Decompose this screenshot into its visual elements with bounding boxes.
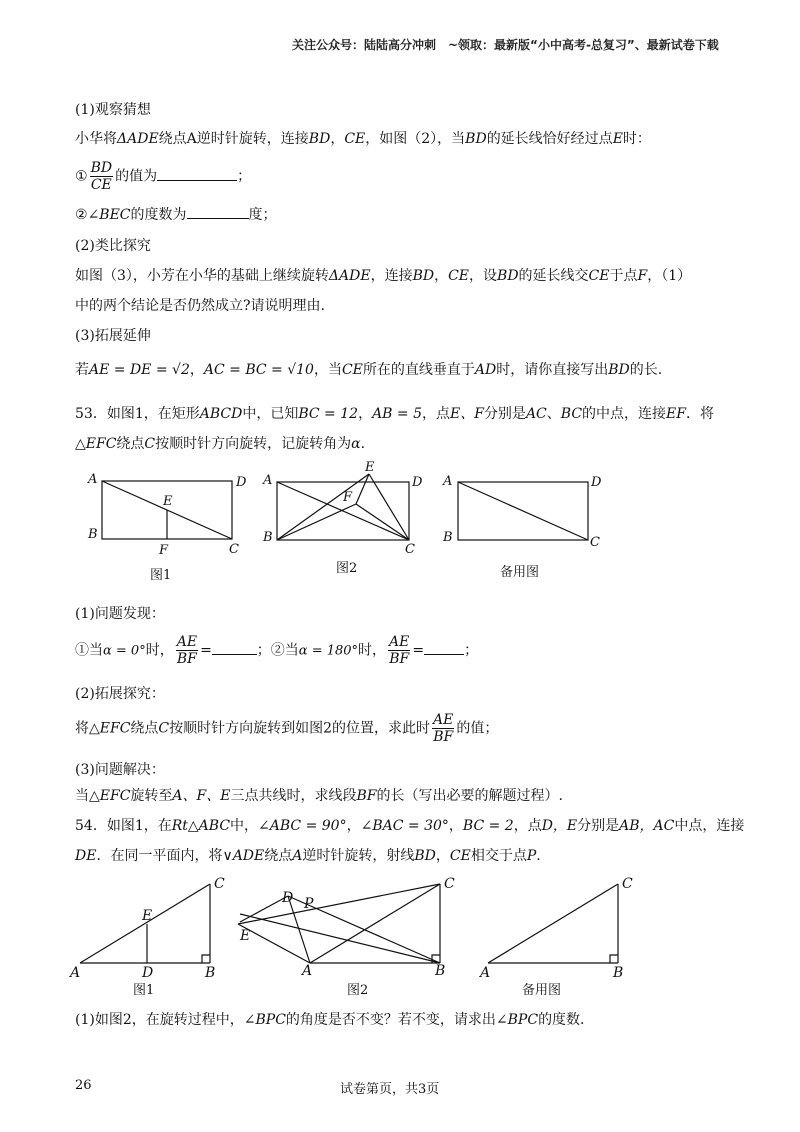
q53-figure-1 [102,481,232,539]
caption-fig2: 图2 [347,983,369,998]
q54-figure-2 [238,884,440,963]
svg-text:B: B [263,530,273,545]
caption-fig1: 图1 [133,983,155,998]
answer-blank [157,168,237,181]
bd-over-ce-fraction: $\frac{BD}{CE}$ [90,160,113,193]
svg-text:C: C [444,876,455,892]
svg-text:D: D [142,965,154,981]
part2-title: (2)类比探究 [75,238,151,254]
q53-statement-line2: △EFC绕点C按顺时针方向旋转，记旋转角为α. [75,436,366,452]
label-d: D [236,475,247,490]
caption-spare: 备用图 [500,565,540,580]
page-footer: 试卷第页，共3页 [340,1082,440,1097]
svg-text:F: F [343,490,353,505]
part1-statement: 小华将ΔADE绕点A逆时针旋转，连接BD，CE，如图（2），当BD的延长线恰好经过点E时： [75,131,651,147]
svg-text:E: E [365,460,375,475]
q53-figure-2 [277,474,409,540]
q54-statement-line1: 54．如图1，在Rt△ABC中，∠ABC = 90°，∠BAC = 30°，BC = 2，点D，E分别是AB，AC中点，连接 [75,818,745,834]
part2-statement: 如图（3），小芳在小华的基础上继续旋转ΔADE，连接BD，CE，设BD的延长线交CE于点F，（1） [75,268,692,284]
svg-text:A: A [70,965,81,981]
q53-figures [0,455,800,595]
page-header: 关注公众号：陆陆高分冲刺 ~领取：最新版“小中高考-总复习”、最新试卷下载 [292,38,719,52]
q53-part2-title: (2)拓展探究： [75,686,165,702]
part2-statement-line2: 中的两个结论是否仍然成立?请说明理由. [75,298,325,314]
q53-statement-line1: 53．如图1，在矩形ABCD中，已知BC = 12，AB = 5，点E、F分别是AC、BC的中点，连接EF．将 [75,406,714,422]
answer-blank [187,206,249,219]
svg-text:B: B [443,530,453,545]
label-e: E [163,494,173,509]
q54-statement-line2: DE．在同一平面内，将∨ADE绕点A逆时针旋转，射线BD，CE相交于点P. [75,848,541,864]
svg-text:E: E [240,928,251,944]
q53-part3-line: 当△EFC旋转至A、F、E三点共线时，求线段BF的长（写出必要的解题过程）. [75,788,563,804]
svg-text:E: E [142,908,153,924]
q53-part3-title: (3)问题解决： [75,762,165,778]
answer-blank [424,642,464,655]
svg-text:A: A [443,474,453,489]
q54-figure-spare [488,884,618,963]
part3-title: (3)拓展延伸 [75,328,151,344]
svg-text:D: D [591,475,602,490]
label-f: F [159,543,169,558]
svg-text:B: B [613,965,624,981]
q53-figure-spare [458,482,588,540]
label-b: B [88,527,98,542]
svg-text:C: C [405,542,415,557]
q53-part2-line: 将△EFC绕点C按顺时针方向旋转到如图2的位置，求此时 $\frac{AE}{BF}$ 的值； [75,712,499,745]
q53-part1-line: ①当α = 0°时， $\frac{AE}{BF}$ = ；②当α = 180°时， $\frac{AE}{BF}$ = ； [75,634,479,667]
svg-text:C: C [214,876,225,892]
part3-statement: 若AE = DE = √2，AC = BC = √10，当CE所在的直线垂直于AD时，请你直接写出BD的长. [75,362,663,378]
q54-figures [0,870,800,1005]
svg-text:B: B [435,963,446,979]
svg-text:B: B [205,965,216,981]
page-number: 26 [75,1078,92,1093]
svg-text:C: C [622,876,633,892]
q54-part1-line: (1)如图2，在旋转过程中，∠BPC的角度是否不变？若不变，请求出∠BPC的度数. [75,1012,585,1028]
svg-text:C: C [590,535,600,550]
svg-text:P: P [304,896,314,912]
part1-question-2: ②∠BEC的度数为 度； [75,207,277,223]
svg-text:D: D [412,475,423,490]
svg-text:D: D [282,890,294,906]
svg-text:A: A [480,965,491,981]
caption-spare: 备用图 [522,983,562,998]
q53-part1-title: (1)问题发现： [75,606,165,622]
label-a: A [88,472,98,487]
part1-title: (1)观察猜想 [75,102,151,118]
caption-fig2: 图2 [336,561,358,576]
svg-text:A: A [263,473,273,488]
label-c: C [229,542,239,557]
caption-fig1: 图1 [150,568,172,583]
part1-question-1: ① $\frac{BD}{CE}$ 的值为 ； [75,160,252,193]
answer-blank [212,642,257,655]
svg-text:A: A [302,963,313,979]
